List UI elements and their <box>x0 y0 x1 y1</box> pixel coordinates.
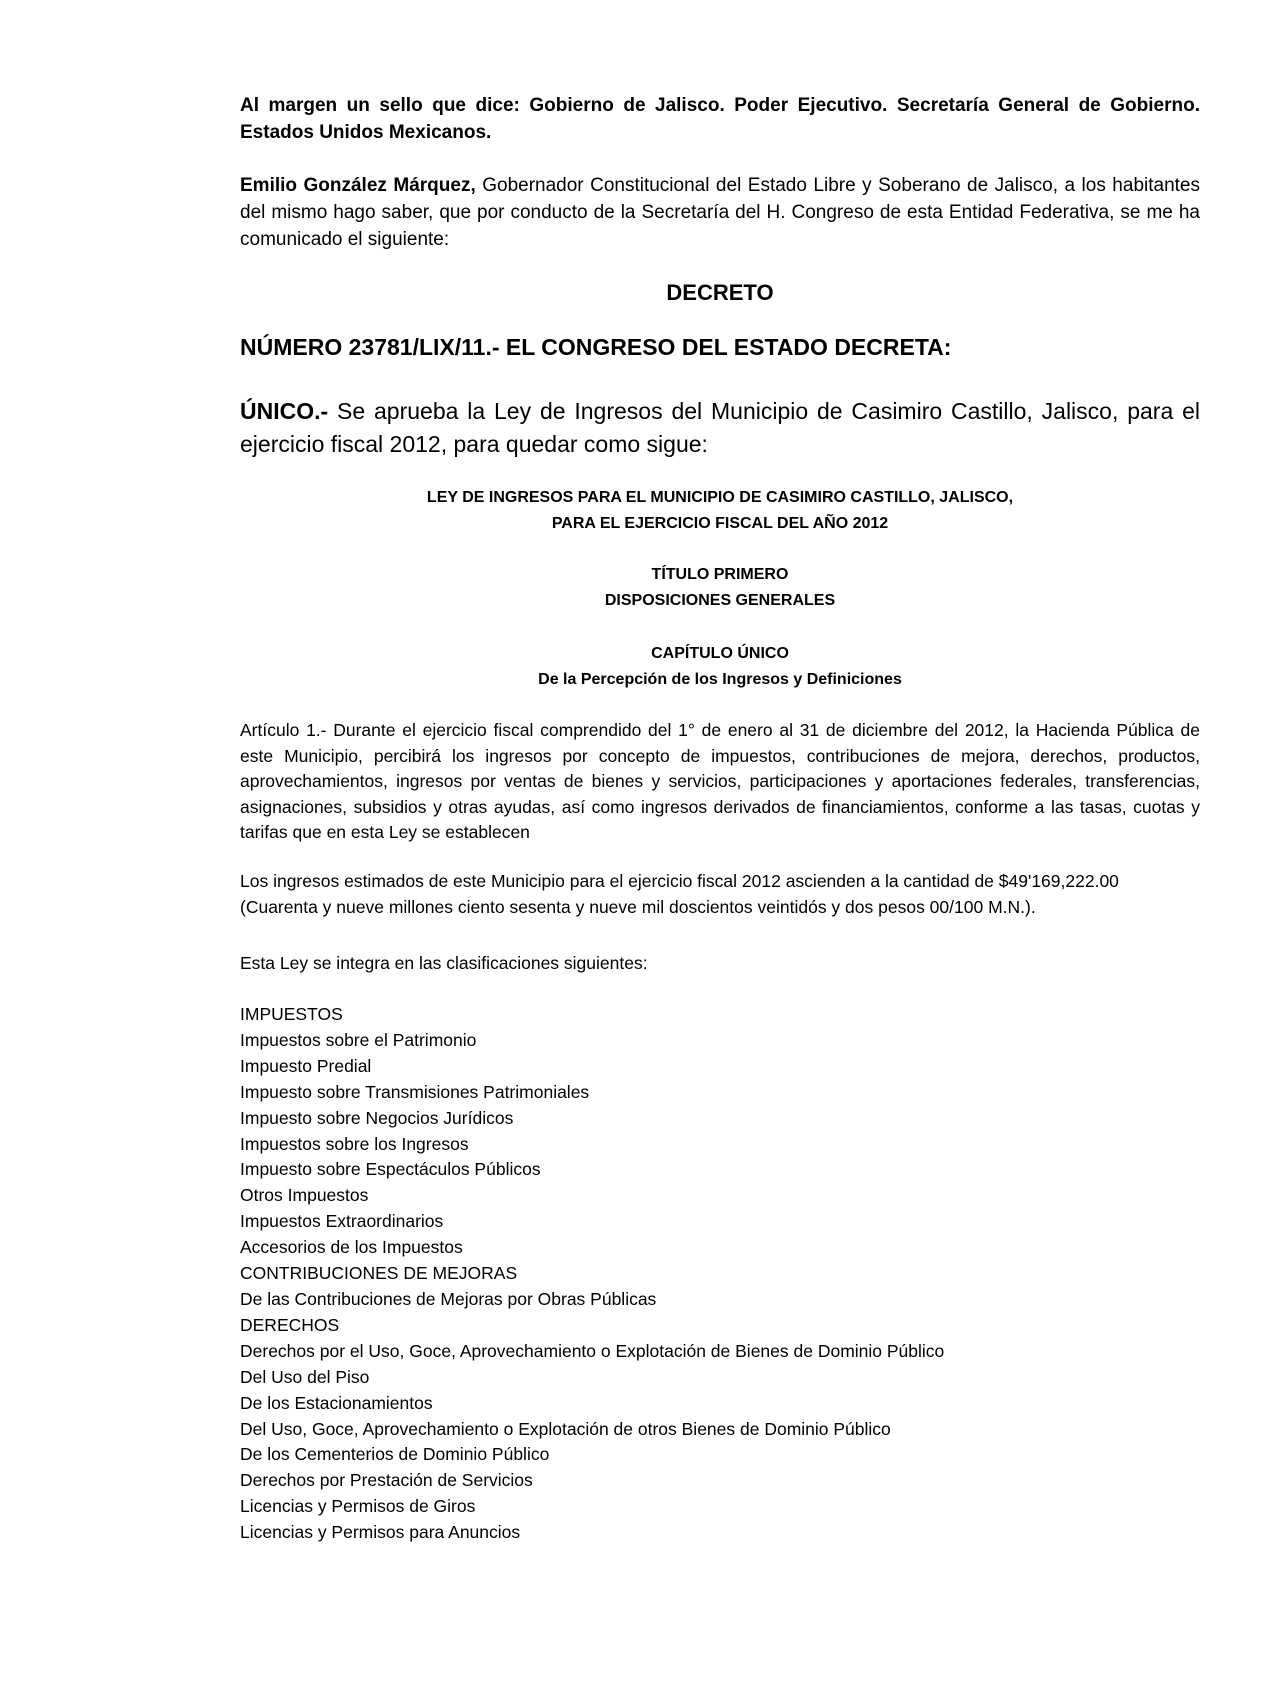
decreto-heading: DECRETO <box>666 280 774 305</box>
governor-paragraph <box>240 172 1200 253</box>
list-item: De los Estacionamientos <box>240 1392 433 1413</box>
list-item: Impuesto Predial <box>240 1055 372 1076</box>
list-item: De las Contribuciones de Mejoras por Obras Públicas <box>240 1288 657 1309</box>
titulo-heading <box>240 562 1200 614</box>
list-item: Impuesto sobre Negocios Jurídicos <box>240 1107 514 1128</box>
list-item: IMPUESTOS <box>240 1004 343 1024</box>
ingresos-estimados-paragraph <box>240 868 1200 920</box>
list-item: Accesorios de los Impuestos <box>240 1237 463 1258</box>
list-item: Impuesto sobre Espectáculos Públicos <box>240 1159 541 1180</box>
unico-label: ÚNICO.- <box>240 398 329 424</box>
ley-title-line-1: LEY DE INGRESOS PARA EL MUNICIPIO DE CASIMIRO CASTILLO, JALISCO, <box>426 489 1014 506</box>
ingresos-estimados-line-1: Los ingresos estimados de este Municipio para el ejercicio fiscal 2012 ascienden a la cantidad de $49'169,222.00 <box>240 871 1119 891</box>
numero-heading: NÚMERO 23781/LIX/11.- EL CONGRESO DEL ESTADO DECRETA: <box>240 334 952 360</box>
list-item: Derechos por el Uso, Goce, Aprovechamiento o Explotación de Bienes de Dominio Público <box>240 1340 945 1361</box>
ingresos-estimados-line-2: (Cuarenta y nueve millones ciento sesenta y nueve mil doscientos veintidós y dos pesos 00/100 M.N.). <box>240 897 1036 917</box>
list-item: Del Uso del Piso <box>240 1366 370 1387</box>
ley-title <box>240 485 1200 537</box>
list-item: DERECHOS <box>240 1314 340 1335</box>
titulo-line-2: DISPOSICIONES GENERALES <box>604 592 836 609</box>
list-item: Licencias y Permisos de Giros <box>240 1496 476 1517</box>
clasificaciones-list <box>240 1002 1200 1546</box>
titulo-line-1: TÍTULO PRIMERO <box>651 566 789 583</box>
list-item: Otros Impuestos <box>240 1185 369 1206</box>
list-item: CONTRIBUCIONES DE MEJORAS <box>240 1263 518 1284</box>
governor-text: Gobernador Constitucional del Estado Libre y Soberano de Jalisco, a los habitantes del mismo hago saber, que por conducto de la Secretaría del H. Congreso de esta Entidad Federativa, se me ha comunicado el siguiente: <box>240 175 1200 250</box>
integra-paragraph: Esta Ley se integra en las clasificaciones siguientes: <box>240 953 648 973</box>
list-item: Del Uso, Goce, Aprovechamiento o Explotación de otros Bienes de Dominio Público <box>240 1418 891 1439</box>
list-item: Licencias y Permisos para Anuncios <box>240 1522 521 1543</box>
capitulo-line-1: CAPÍTULO ÚNICO <box>651 645 789 662</box>
governor-name: Emilio González Márquez, <box>240 175 476 196</box>
articulo-1-paragraph: Artículo 1.- Durante el ejercicio fiscal comprendido del 1° de enero al 31 de diciembre del 2012, la Hacienda Pública de este Municipio, percibirá los ingresos por concepto de impuestos, contribuciones de mejora, derechos, productos, aprovechamientos, ingresos por ventas de bienes y servicios, participaciones y aportaciones federales, transferencias, asignaciones, subsidios y otras ayudas, así como ingresos derivados de financiamientos, conforme a las tasas, cuotas y tarifas que en esta Ley se establecen <box>240 720 1200 842</box>
list-item: Impuestos sobre los Ingresos <box>240 1133 469 1154</box>
capitulo-heading <box>240 641 1200 693</box>
unico-text: Se aprueba la Ley de Ingresos del Municipio de Casimiro Castillo, Jalisco, para el ejercicio fiscal 2012, para quedar como sigue: <box>240 398 1200 457</box>
list-item: Impuestos Extraordinarios <box>240 1211 444 1232</box>
unico-paragraph <box>240 395 1200 461</box>
margin-note: Al margen un sello que dice: Gobierno de Jalisco. Poder Ejecutivo. Secretaría General de Gobierno. Estados Unidos Mexicanos. <box>240 95 1200 143</box>
list-item: Impuesto sobre Transmisiones Patrimoniales <box>240 1081 590 1102</box>
capitulo-line-2: De la Percepción de los Ingresos y Definiciones <box>538 671 902 688</box>
list-item: De los Cementerios de Dominio Público <box>240 1444 550 1465</box>
list-item: Impuestos sobre el Patrimonio <box>240 1029 477 1050</box>
ley-title-line-2: PARA EL EJERCICIO FISCAL DEL AÑO 2012 <box>551 515 889 532</box>
list-item: Derechos por Prestación de Servicios <box>240 1470 533 1491</box>
